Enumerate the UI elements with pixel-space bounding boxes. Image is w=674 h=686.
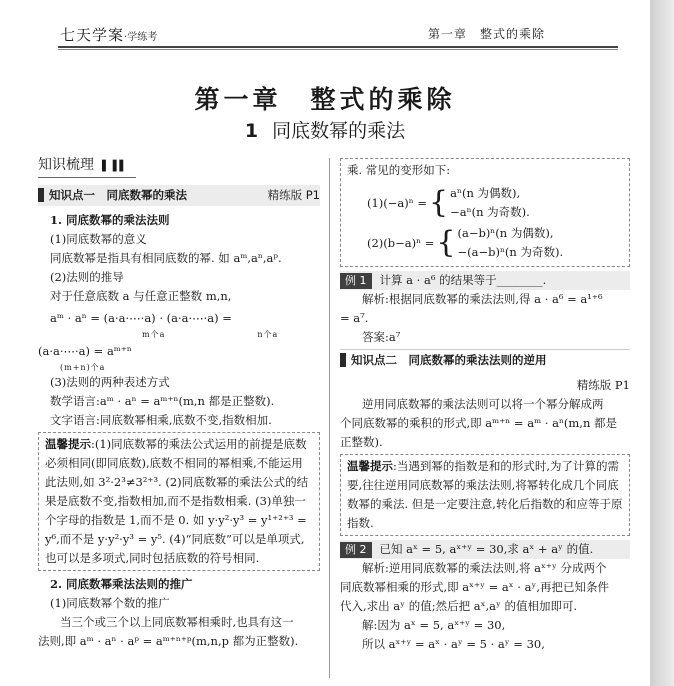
page-shadow [650,0,674,686]
line: 乘. 常见的变形如下: [347,163,451,177]
brace-mn: (m+n)个a [60,363,106,372]
knowledge-heading-text: 知识梳理 [38,157,94,173]
example-2 [340,540,630,559]
variant-box [340,158,630,267]
formula-2-cases [457,224,563,262]
brace-n: n个a [257,330,279,339]
line: 同底数幂相乘的形式,即 aˣ⁺ʸ = aˣ · aʸ,再把已知条件 [340,580,610,594]
line: 所以 aˣ⁺ʸ = aˣ · aʸ = 5 · aʸ = 30, [362,637,545,651]
line: (3)法则的两种表述方式 [50,375,170,389]
left-column [38,156,320,651]
formula-1-cases [450,184,530,222]
section-number: 1 [244,120,259,142]
brand-sub: ·学练考 [124,32,158,43]
header-rule [58,46,618,48]
example-question: 计算 a · a⁶ 的结果等于________. [379,273,547,287]
kp1-label: 知识点一 同底数幂的乘法 [49,188,187,202]
line: 解:因为 aˣ = 5, aˣ⁺ʸ = 30, [362,618,506,632]
header-rule-thin [58,49,618,50]
answer: 答案:a⁷ [362,330,401,344]
knowledge-point-1 [38,185,320,206]
rule-heading-2: 2. 同底数幂乘法法则的推广 [50,577,193,591]
formula-line: aᵐ · aⁿ = (a·a·⋯·a) · (a·a·⋯·a) = [50,311,232,325]
section-title-text: 同底数幂的乘法 [272,120,406,142]
formula-brace [38,361,320,373]
tip-text [347,457,623,533]
right-column [340,156,630,654]
case: (a−b)ⁿ(n 为偶数), [457,226,554,240]
tip-box-2 [340,454,630,536]
section-title [0,116,650,143]
tag-icon [340,353,346,367]
chapter-title: 第一章 整式的乘除 [194,85,456,114]
line: 正整数). [340,435,383,449]
case: −aⁿ(n 为奇数). [450,205,530,219]
formula-2-lhs: (2)(b−a)ⁿ = [367,235,435,250]
tip-label: 温馨提示 [45,437,91,451]
tag-icon [38,188,44,202]
example-question: 已知 aˣ = 5, aˣ⁺ʸ = 30,求 aˣ + aʸ 的值. [379,542,594,556]
formula-1-lhs: (1)(−a)ⁿ = [367,195,428,210]
kp2-label: 知识点二 同底数幂的乘法法则的逆用 [351,353,547,367]
column-divider [329,158,330,678]
tip-text [45,435,313,568]
example-tag: 例 2 [340,542,372,558]
tip-body: :(1)同底数幂的乘法公式运用的前提是底数必须相同(即同底数),底数不相同的幂相乘,不能运用此法则,如 3²·2³≠3²⁺³. (2)同底数幂的乘法公式的结果是底数不变,指数相加,而不是指数相乘. (3)单独一个字母的指数是 1,而不是 0. 如 y·y²·y³ = y¹⁺²⁺³ = y⁶,而不是 y·y²·y³ = y⁵. (4)“同底数”可以是单项式,也可以是多项式,同时包括底数的符号相同. [45,437,309,565]
knowledge-point-2 [340,349,630,371]
formula-braces [38,328,320,340]
rule-heading-1: 1. 同底数幂的乘法法则 [50,213,170,227]
line: 文字语言:同底数幂相乘,底数不变,指数相加. [50,413,272,427]
line: 解析:逆用同底数幂的乘法法则,将 aˣ⁺ʸ 分成两个 [362,561,607,575]
header-chapter: 第一章 整式的乘除 [428,27,546,41]
line: 法则,即 aᵐ · aⁿ · aᵖ = aᵐ⁺ⁿ⁺ᵖ(m,n,p 都为正整数). [38,634,299,648]
brace-icon: { [436,225,456,260]
line: (2)法则的推导 [50,270,124,284]
line: 逆用同底数幂的乘法法则可以将一个幂分解成两 [362,397,604,411]
line: 对于任意底数 a 与任意正整数 m,n, [50,289,232,303]
tip-label: 温馨提示 [347,459,393,473]
line: (1)同底数幂个数的推广 [50,596,170,610]
line: 数学语言:aᵐ · aⁿ = aᵐ⁺ⁿ(m,n 都是正整数). [50,394,275,408]
line: = a⁷. [340,311,369,325]
case: −(a−b)ⁿ(n 为奇数). [457,245,564,259]
bars-icon: ▌▐▐ [102,161,123,172]
header-brand [60,24,157,45]
line: 同底数幂是指具有相同底数的幂. 如 aᵐ,aⁿ,aᵖ. [50,251,282,265]
line: 当三个或三个以上同底数幂相乘时,也具有这一 [60,615,294,629]
line: 代入,求出 aʸ 的值;然后把 aˣ,aʸ 的值相加即可. [340,599,578,613]
brand-text: 七天学案 [60,26,125,44]
formula-line: (a·a·⋯·a) = aᵐ⁺ⁿ [38,344,132,358]
brace-icon: { [429,185,449,220]
formula-2 [367,224,623,262]
kp1-ref: 精练版 P1 [267,188,320,202]
formula-1 [367,184,623,222]
line: 解析:根据同底数幂的乘法法则,得 a · a⁶ = a¹⁺⁶ [362,292,603,306]
knowledge-heading [38,156,136,178]
example-tag: 例 1 [340,273,372,289]
tip-body: :当遇到幂的指数是和的形式时,为了计算的需要,往往逆用同底数幂的乘法法则,将幂转化成几个同底数幂的乘法. 但是一定要注意,转化后指数的和应等于原指数. [347,459,623,530]
kp2-ref: 精练版 P1 [576,378,630,392]
example-1 [340,271,630,290]
brace-m: m个a [142,330,166,339]
line: (1)同底数幂的意义 [50,232,147,246]
case: aⁿ(n 为偶数), [450,186,521,200]
line: 个同底数幂的乘积的形式,即 aᵐ⁺ⁿ = aᵐ · aⁿ(m,n 都是 [340,416,618,430]
tip-box [38,432,320,571]
